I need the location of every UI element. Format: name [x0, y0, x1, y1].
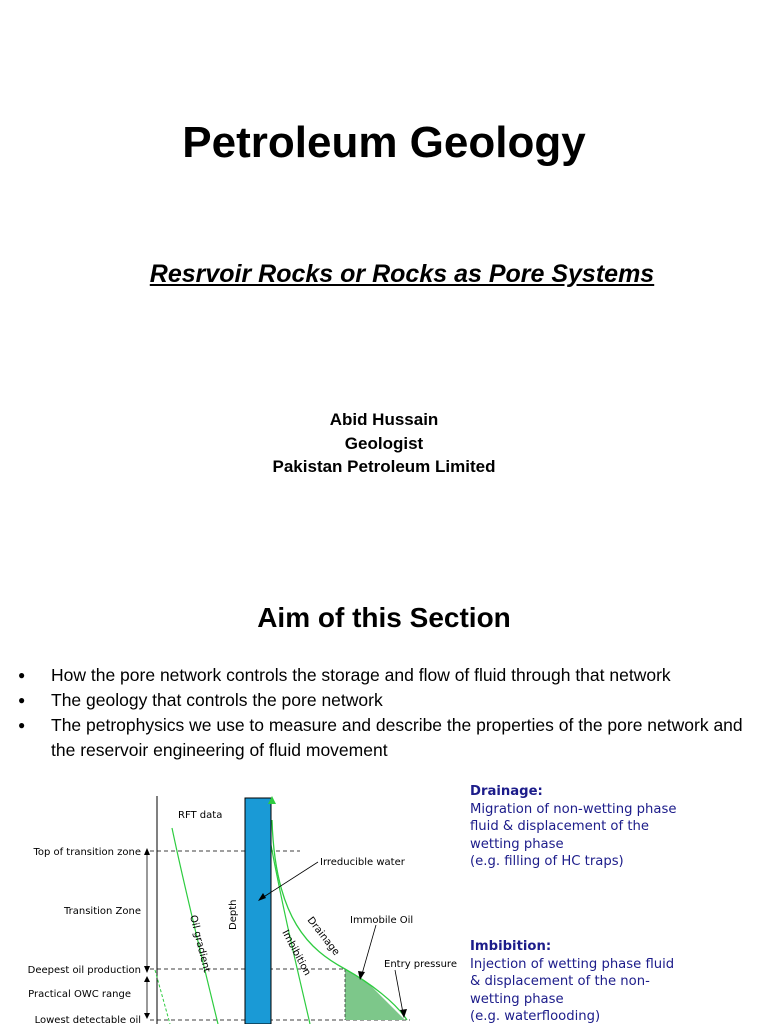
- drainage-note: [470, 783, 760, 871]
- transition-zone-diagram: [0, 780, 460, 1024]
- label-oil-gradient: Oil gradient: [187, 914, 212, 974]
- page-title: Petroleum Geology: [182, 118, 586, 167]
- drainage-note-line: fluid & displacement of the: [470, 819, 649, 834]
- arrow-down-icon: [144, 1013, 150, 1019]
- imbibition-note-line: (e.g. waterflooding): [470, 1009, 601, 1024]
- list-item: [18, 663, 748, 688]
- aim-list: [18, 663, 748, 763]
- label-deepest-oil: Deepest oil production: [27, 965, 141, 976]
- arrow-up-icon: [144, 976, 150, 982]
- drainage-note-line: wetting phase: [470, 836, 564, 852]
- list-item: [18, 713, 748, 763]
- drainage-note-line: (e.g. filling of HC traps): [470, 854, 624, 869]
- list-item-text: How the pore network controls the storage and flow of fluid through that network: [51, 665, 671, 685]
- author-role: Geologist: [344, 434, 424, 453]
- label-practical-owc: Practical OWC range: [28, 989, 131, 1000]
- list-item-text: The geology that controls the pore network: [51, 690, 383, 710]
- label-top-transition: Top of transition zone: [33, 847, 141, 858]
- drainage-note-heading: Drainage:: [470, 784, 543, 799]
- label-rft-data: RFT data: [178, 810, 223, 821]
- depth-column: [245, 798, 271, 1024]
- label-depth: Depth: [228, 899, 239, 930]
- immobile-oil-pointer: [362, 925, 376, 974]
- imbibition-note-line: & displacement of the non-: [470, 974, 650, 989]
- label-drainage: Drainage: [304, 915, 342, 958]
- page-subtitle: Resrvoir Rocks or Rocks as Pore Systems: [149, 260, 655, 288]
- imbibition-note-heading: Imbibition:: [470, 939, 552, 954]
- label-imbibition: Imbibition: [279, 928, 313, 978]
- imbibition-note-line: Injection of wetting phase fluid: [470, 956, 675, 972]
- label-entry-pressure: Entry pressure: [384, 959, 457, 970]
- bullet-icon: ●: [18, 693, 26, 707]
- list-item: [18, 688, 748, 713]
- author-name: Abid Hussain: [329, 410, 439, 429]
- drainage-note-line: Migration of non-wetting phase: [470, 801, 677, 817]
- bullet-icon: ●: [18, 668, 26, 682]
- arrow-up-icon: [144, 848, 150, 855]
- arrow-down-icon: [144, 966, 150, 973]
- label-transition-zone: Transition Zone: [64, 906, 141, 917]
- author-organization: Pakistan Petroleum Limited: [272, 457, 496, 476]
- bullet-icon: ●: [18, 718, 26, 732]
- label-immobile-oil: Immobile Oil: [350, 915, 414, 926]
- list-item-text: The petrophysics we use to measure and describe the properties of the pore network and the reservoir engineering of fluid movement: [51, 715, 743, 760]
- label-irreducible-water: Irreducible water: [320, 857, 405, 868]
- section-heading: Aim of this Section: [257, 602, 511, 633]
- label-lowest-oil: Lowest detectable oil: [34, 1015, 141, 1024]
- imbibition-note: [470, 938, 760, 1026]
- imbibition-note-line: wetting phase: [470, 991, 564, 1007]
